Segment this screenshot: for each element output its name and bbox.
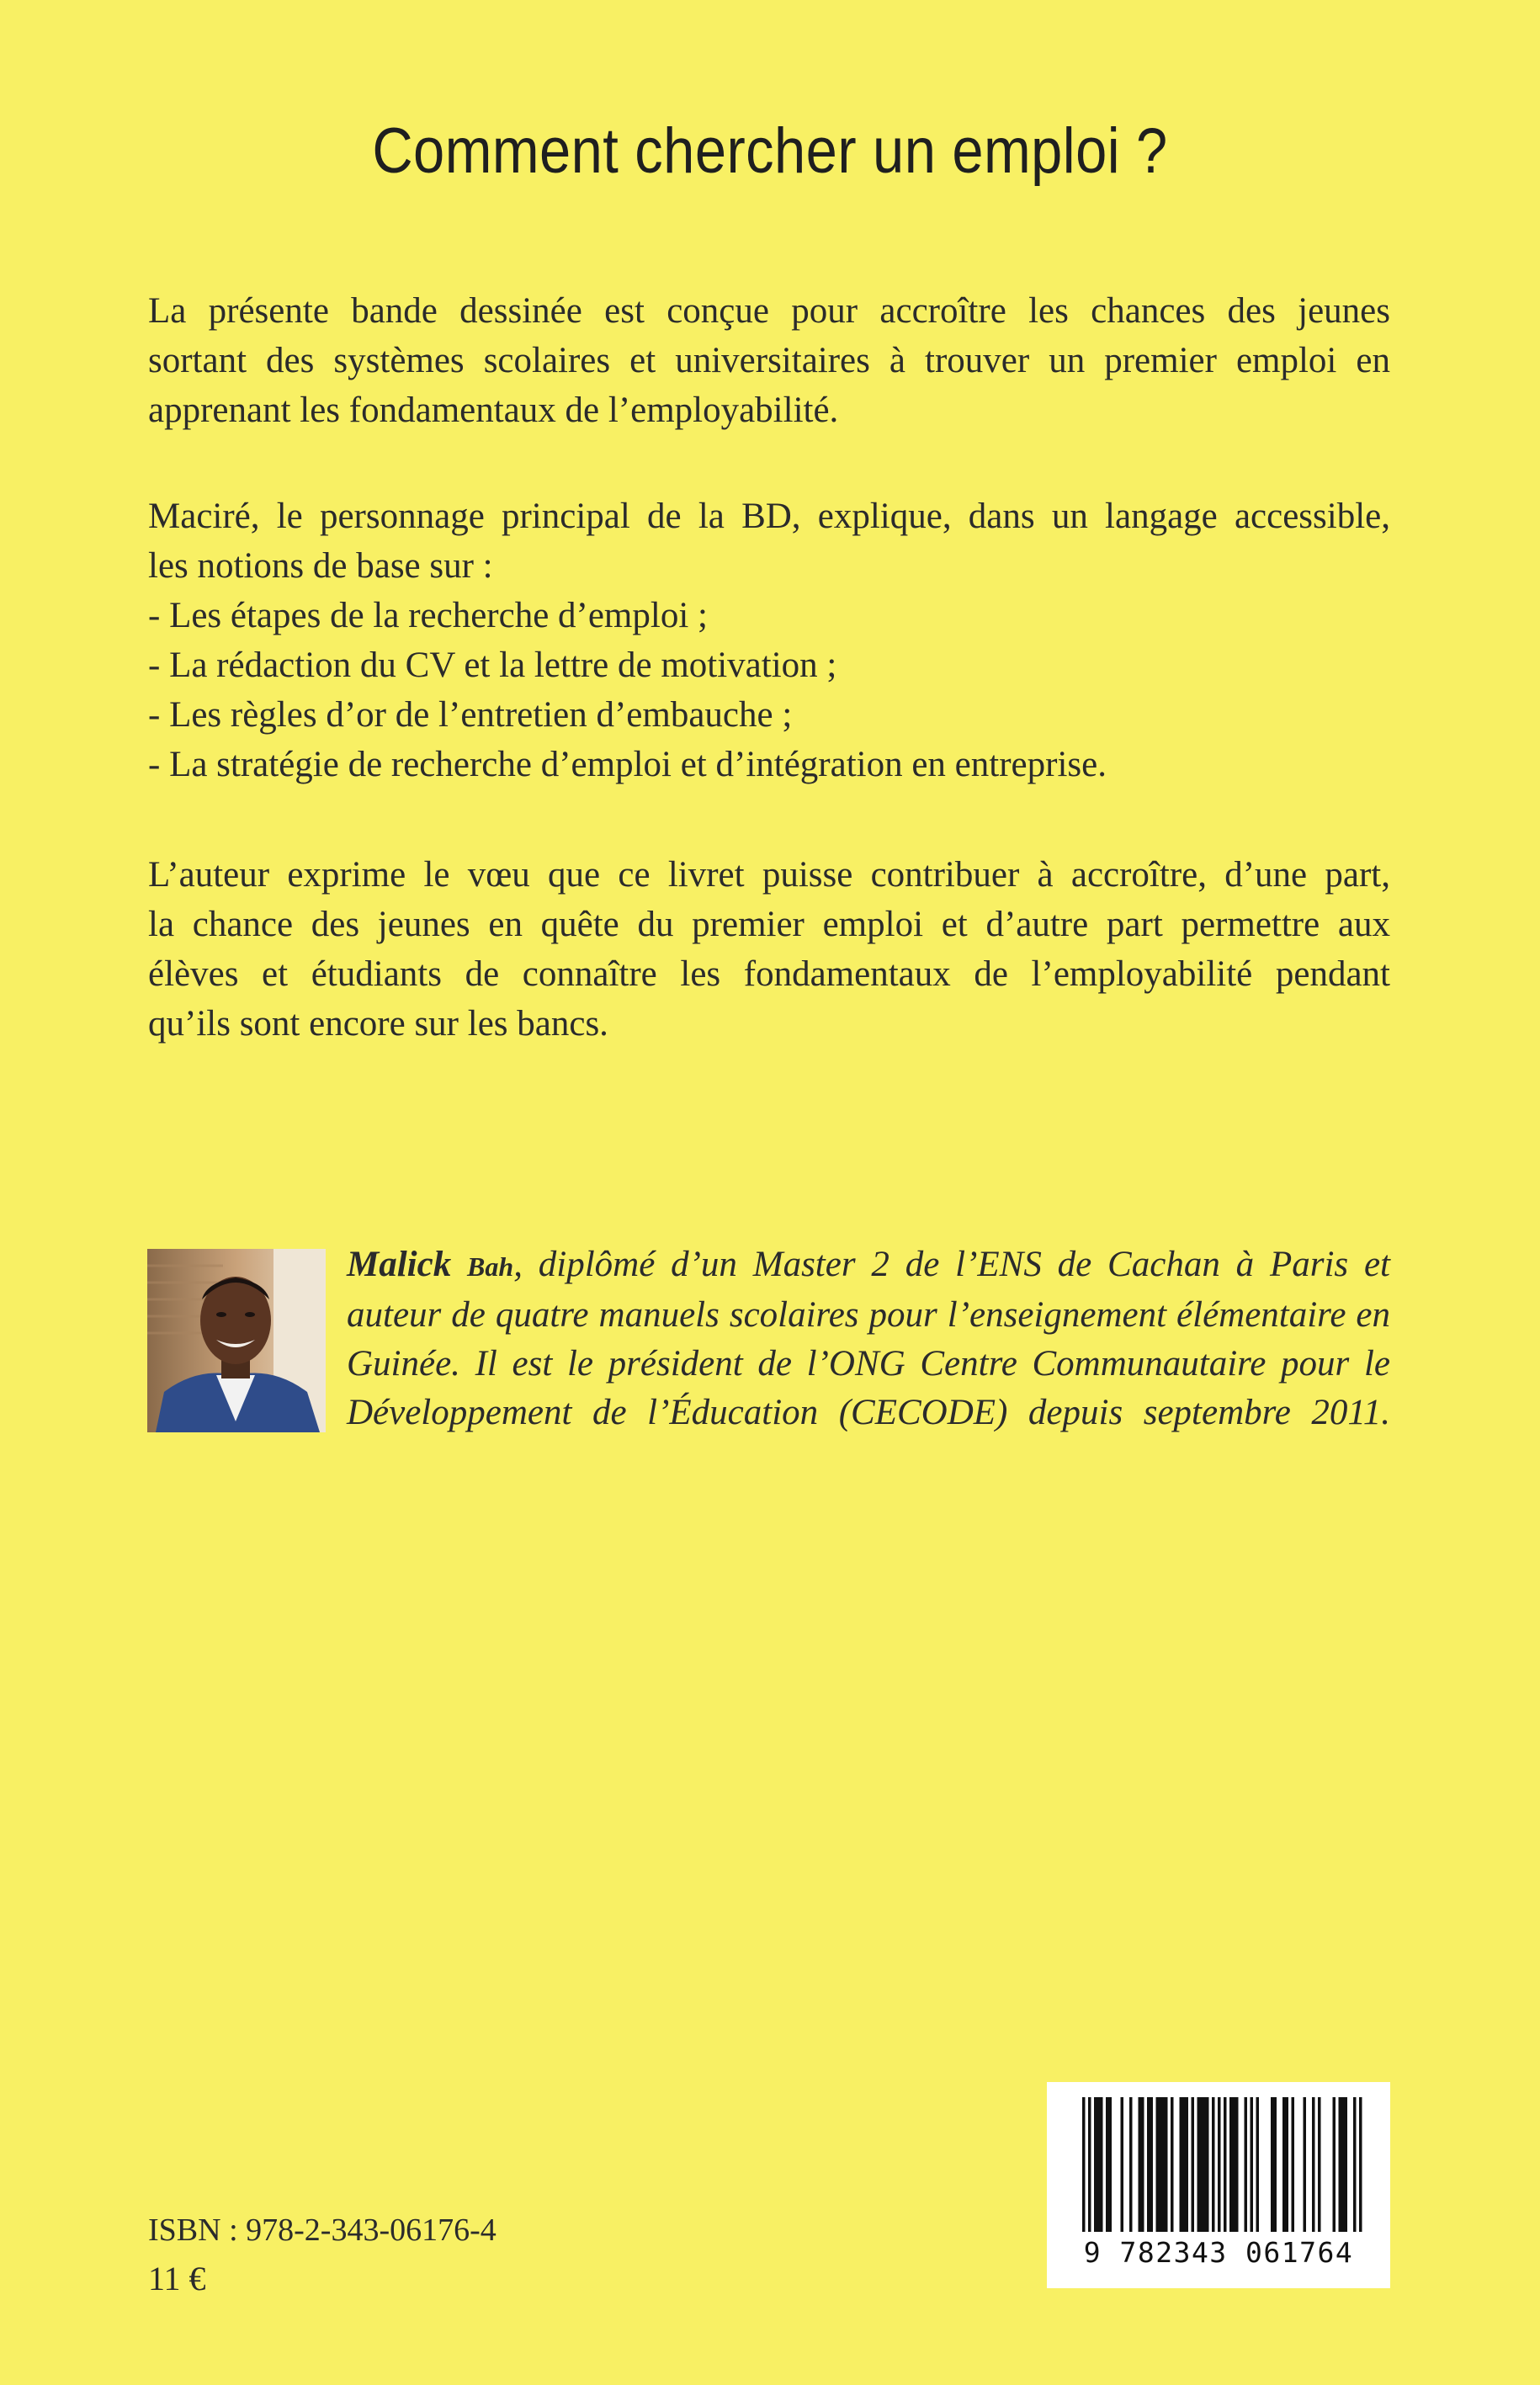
bio-line: Développement de l’Éducation (CECODE) depuis septembre 2011. [347,1393,1390,1432]
list-item: - Les étapes de la recherche d’emploi ; [148,596,708,635]
barcode-bar [1245,2097,1248,2232]
list-item: - La stratégie de recherche d’emploi et d’intégration en entreprise. [148,745,1107,784]
barcode-bar [1345,2097,1348,2232]
paragraph-wish [148,850,1390,1049]
barcode-bar [1106,2097,1109,2232]
barcode-bar [1282,2097,1286,2232]
barcode-bar [1203,2097,1207,2232]
barcode-bar [1304,2097,1307,2232]
barcode-bar [1109,2097,1113,2232]
paragraph-topics [148,491,1390,789]
barcode-bar [1171,2097,1174,2232]
barcode-bar [1229,2097,1233,2232]
text-line: La présente bande dessinée est conçue pour accroître les chances des jeunes [148,291,1390,331]
price-label: 11 € [148,2260,206,2297]
barcode-bar [1088,2097,1091,2232]
barcode-bar [1121,2097,1124,2232]
text-line: apprenant les fondamentaux de l’employabilité. [148,390,839,430]
list-item: - La rédaction du CV et la lettre de motivation ; [148,645,837,685]
barcode-bar [1292,2097,1295,2232]
barcode-bar [1097,2097,1101,2232]
barcode-bar [1256,2097,1260,2232]
barcode-bar [1235,2097,1239,2232]
barcode-bar [1150,2097,1154,2232]
barcode-bar [1200,2097,1203,2232]
barcode-bar [1233,2097,1236,2232]
barcode-bar [1339,2097,1342,2232]
author-last-name: Bah [467,1251,514,1282]
barcode-bar [1192,2097,1195,2232]
bio-text: , diplômé d’un Master 2 de l’ENS de Cachan à Paris et [513,1245,1390,1284]
barcode-bar [1274,2097,1277,2232]
barcode-bar [1129,2097,1133,2232]
text-line: les notions de base sur : [148,546,493,586]
barcode-bar [1182,2097,1186,2232]
text-line: Maciré, le personnage principal de la BD, explique, dans un langage accessible, [148,497,1390,536]
barcode-bar [1271,2097,1274,2232]
paragraph-intro [148,286,1390,435]
bio-line [347,1240,1390,1291]
barcode-bar [1186,2097,1189,2232]
isbn-label: ISBN : 978-2-343-06176-4 [148,2212,497,2248]
text-line: L’auteur exprime le vœu que ce livret puisse contribuer à accroître, d’une part, [148,855,1390,895]
barcode-bar [1286,2097,1289,2232]
bio-line: auteur de quatre manuels scolaires pour l’enseignement élémentaire en [347,1295,1390,1335]
author-bio [347,1240,1390,1437]
barcode [1047,2082,1390,2288]
barcode-bar [1206,2097,1209,2232]
text-line: élèves et étudiants de connaître les fondamentaux de l’employabilité pendant [148,954,1390,994]
bio-line: Guinée. Il est le président de l’ONG Centre Communautaire pour le [347,1344,1390,1384]
barcode-bar [1359,2097,1362,2232]
barcode-bar [1212,2097,1215,2232]
barcode-bar [1180,2097,1183,2232]
barcode-bar [1139,2097,1142,2232]
barcode-bar [1147,2097,1150,2232]
text-line: qu’ils sont encore sur les bancs. [148,1004,608,1044]
barcode-bar [1318,2097,1321,2232]
barcode-bar [1162,2097,1166,2232]
author-first-name: Malick [347,1245,452,1284]
text-line: la chance des jeunes en quête du premier emploi et d’autre part permettre aux [148,905,1390,944]
text-line: sortant des systèmes scolaires et universitaires à trouver un premier emploi en [148,341,1390,380]
barcode-bar [1312,2097,1315,2232]
barcode-bar [1353,2097,1357,2232]
barcode-bar [1082,2097,1086,2232]
author-photo [147,1249,326,1432]
book-title: Comment chercher un emploi ? [372,115,1168,187]
list-item: - Les règles d’or de l’entretien d’embauche ; [148,695,793,735]
barcode-bar [1100,2097,1103,2232]
barcode-bar [1165,2097,1168,2232]
barcode-bar [1341,2097,1345,2232]
barcode-bar [1218,2097,1221,2232]
barcode-bar [1333,2097,1336,2232]
barcode-number: 9 782343 061764 [1083,2236,1354,2269]
barcode-bar [1141,2097,1144,2232]
barcode-bar [1159,2097,1162,2232]
barcode-bar [1197,2097,1201,2232]
barcode-bar [1251,2097,1254,2232]
barcode-bar [1156,2097,1160,2232]
barcode-bar [1094,2097,1097,2232]
barcode-bar [1224,2097,1227,2232]
